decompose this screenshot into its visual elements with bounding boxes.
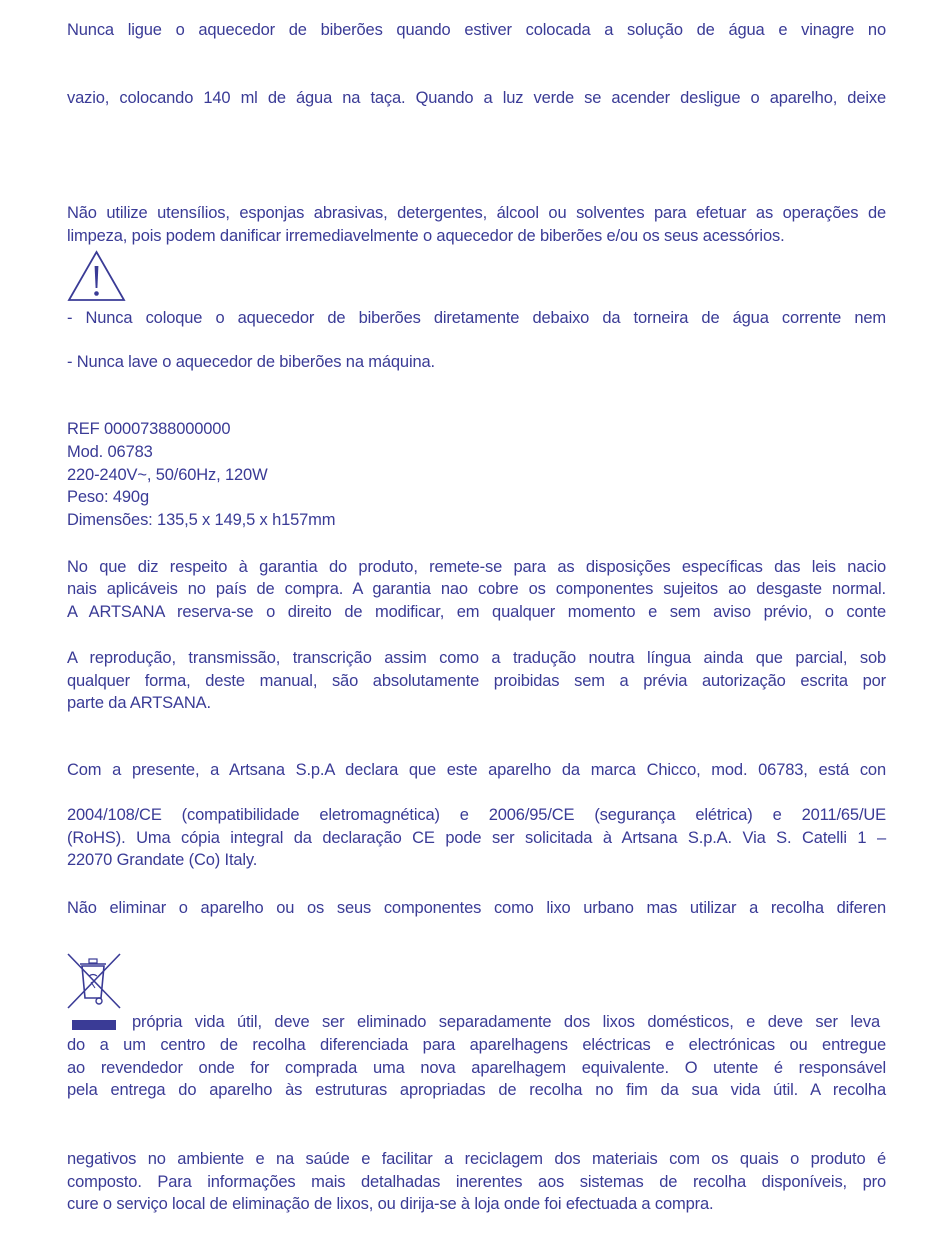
warranty-line-2: nais aplicáveis no país de compra. A garantia nao cobre os componentes sujeitos ao desgaste normal. xyxy=(67,580,886,598)
warning-dishwasher-line: - Nunca lave o aquecedor de biberões na máquina. xyxy=(67,353,435,371)
spec-ref: REF 00007388000000 xyxy=(67,420,231,438)
declaration-line-3: (RoHS). Uma cópia integral da declaração CE pode ser solicitada à Artsana S.p.A. Via S. Catelli 1 – xyxy=(67,829,886,847)
disposal-line-1: Não eliminar o aparelho ou os seus componentes como lixo urbano mas utilizar a recolha diferen xyxy=(67,899,886,917)
disposal-line-5: pela entrega do aparelho às estruturas apropriadas de recolha no fim da sua vida útil. A recolha xyxy=(67,1081,886,1099)
declaration-line-4: 22070 Grandate (Co) Italy. xyxy=(67,851,258,869)
warning-tap-line: - Nunca coloque o aquecedor de biberões diretamente debaixo da torneira de água corrente nem xyxy=(67,309,886,327)
no-abrasives-line-1: Não utilize utensílios, esponjas abrasivas, detergentes, álcool ou solventes para efetuar as operações de xyxy=(67,204,886,222)
warranty-line-3: A ARTSANA reserva-se o direito de modificar, em qualquer momento e sem aviso prévio, o conte xyxy=(67,603,886,621)
copyright-line-1: A reprodução, transmissão, transcrição assim como a tradução noutra língua ainda que parcial, sob xyxy=(67,649,886,667)
copyright-line-3: parte da ARTSANA. xyxy=(67,694,211,712)
spec-weight: Peso: 490g xyxy=(67,488,149,506)
warning-triangle-icon xyxy=(67,250,126,302)
copyright-line-2: qualquer forma, deste manual, são absolutamente proibidas sem a prévia autorização escrita por xyxy=(67,672,886,690)
no-abrasives-line-2: limpeza, pois podem danificar irremediavelmente o aquecedor de biberões e/ou os seus acessórios. xyxy=(67,227,785,245)
disposal-line-2: própria vida útil, deve ser eliminado separadamente dos lixos domésticos, e deve ser leva xyxy=(132,1013,880,1031)
cleaning-text-line-2: vazio, colocando 140 ml de água na taça. Quando a luz verde se acender desligue o aparelho, deixe xyxy=(67,89,886,107)
disposal-line-7: composto. Para informações mais detalhadas inerentes aos sistemas de recolha disponíveis, pro xyxy=(67,1173,886,1191)
spec-power: 220-240V~, 50/60Hz, 120W xyxy=(67,466,268,484)
disposal-line-8: cure o serviço local de eliminação de lixos, ou dirija-se à loja onde foi efectuada a compra. xyxy=(67,1195,714,1213)
disposal-line-6: negativos no ambiente e na saúde e facilitar a reciclagem dos materiais com os quais o produto é xyxy=(67,1150,886,1168)
spec-dimensions: Dimensões: 135,5 x 149,5 x h157mm xyxy=(67,511,336,529)
disposal-line-3: do a um centro de recolha diferenciada para aparelhagens eléctricas e electrónicas ou entregue xyxy=(67,1036,886,1054)
cleaning-text-line-1: Nunca ligue o aquecedor de biberões quando estiver colocada a solução de água e vinagre no xyxy=(67,21,886,39)
warranty-line-1: No que diz respeito à garantia do produto, remete-se para as disposições específicas das leis nacio xyxy=(67,558,886,576)
spec-model: Mod. 06783 xyxy=(67,443,153,461)
crossed-out-wheeled-bin-icon xyxy=(66,952,122,1032)
declaration-line-2: 2004/108/CE (compatibilidade eletromagnética) e 2006/95/CE (segurança elétrica) e 2011/65/UE xyxy=(67,806,886,824)
disposal-line-4: ao revendedor onde for comprada uma nova aparelhagem equivalente. O utente é responsável xyxy=(67,1059,886,1077)
declaration-line-1: Com a presente, a Artsana S.p.A declara que este aparelho da marca Chicco, mod. 06783, está con xyxy=(67,761,886,779)
